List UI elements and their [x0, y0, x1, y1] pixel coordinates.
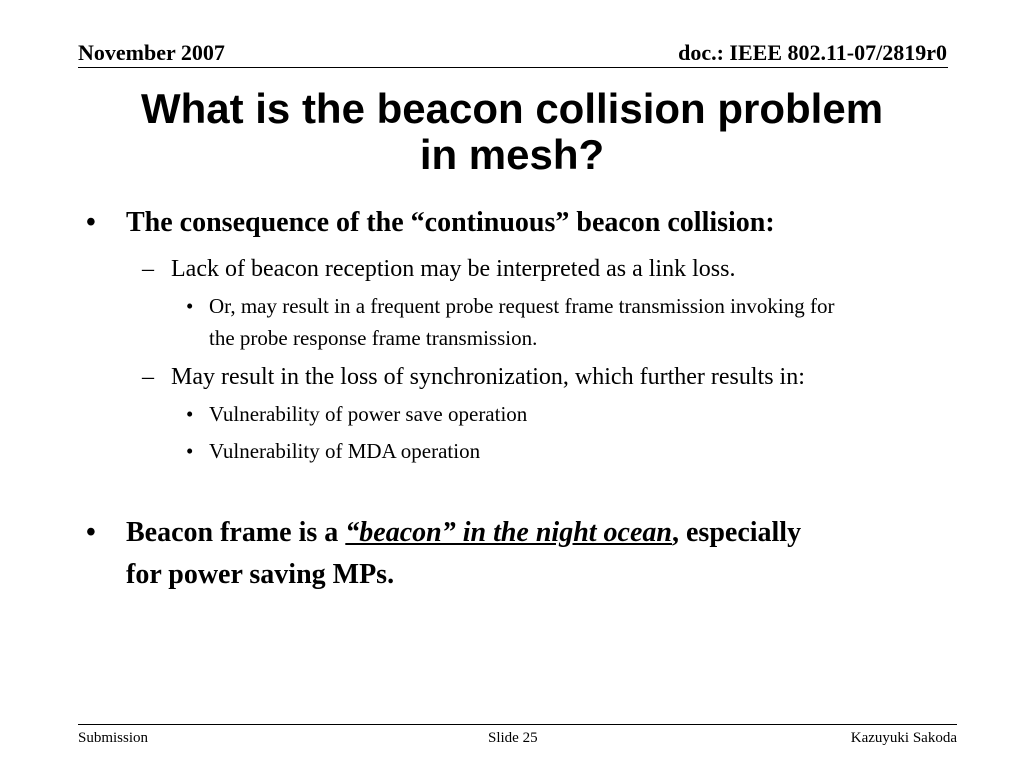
beacon-frame-line2: for power saving MPs.: [126, 559, 395, 590]
bullet-marker: •: [186, 402, 194, 426]
beacon-frame-prefix: Beacon frame is a: [126, 517, 346, 548]
probe-request-line2: the probe response frame transmission.: [209, 326, 538, 350]
footer-rule: [78, 724, 957, 725]
bullet-consequence-text: The consequence of the “continuous” beacon collision:: [126, 207, 775, 238]
subbullet-sync-loss-text: May result in the loss of synchronization, which further results in:: [171, 364, 805, 390]
beacon-frame-suffix: , especially: [672, 517, 802, 548]
probe-request-line1: Or, may result in a frequent probe request frame transmission invoking for: [209, 294, 835, 318]
subsubbullet-mda-text: Vulnerability of MDA operation: [209, 439, 481, 463]
footer-author: Kazuyuki Sakoda: [850, 730, 957, 746]
bullet-marker: •: [186, 439, 194, 463]
subsubbullet-power-save-text: Vulnerability of power save operation: [209, 402, 528, 426]
bullet-beacon-frame-text: [126, 512, 801, 596]
bullet-marker: •: [86, 207, 96, 238]
subsubbullet-probe-request-text: [209, 290, 979, 354]
footer-submission: Submission: [78, 730, 149, 746]
slide-title-line2: in mesh?: [419, 131, 605, 178]
dash-marker: –: [142, 256, 154, 282]
bullet-marker: •: [86, 517, 96, 548]
beacon-frame-emphasis: “beacon” in the night ocean: [345, 517, 672, 548]
header-rule: [78, 67, 948, 68]
subbullet-link-loss-text: Lack of beacon reception may be interpreted as a link loss.: [171, 256, 736, 282]
slide-title-line1: What is the beacon collision problem: [140, 85, 884, 132]
slide-title: [60, 86, 964, 178]
footer-slide-number: Slide 25: [488, 730, 538, 746]
bullet-marker: •: [186, 294, 194, 318]
header-doc-id: doc.: IEEE 802.11-07/2819r0: [678, 40, 947, 65]
dash-marker: –: [142, 364, 154, 390]
header-date: November 2007: [78, 40, 225, 65]
